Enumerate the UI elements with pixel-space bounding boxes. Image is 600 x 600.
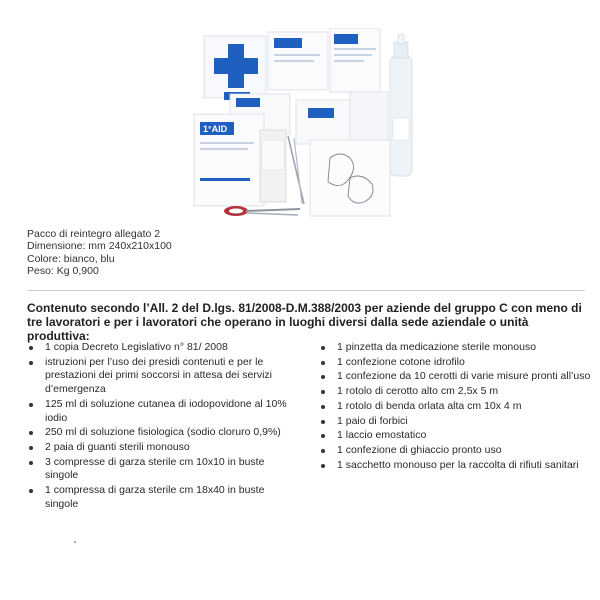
list-item: istruzioni per l’uso dei presidi contenuti e per le prestazioni dei primi soccorsi in attesa dei servizi d’emergenza bbox=[27, 356, 297, 397]
brand-label: 1°AID bbox=[203, 124, 228, 134]
contents-list-right bbox=[319, 341, 591, 473]
list-item: 1 copia Decreto Legislativo n° 81/ 2008 bbox=[27, 341, 297, 355]
product-dimensions: Dimensione: mm 240x210x100 bbox=[27, 240, 172, 253]
product-colors: Colore: bianco, blu bbox=[27, 252, 115, 265]
list-item: 1 rotolo di cerotto alto cm 2,5x 5 m bbox=[319, 385, 591, 399]
contents-list-left bbox=[27, 341, 297, 512]
list-item: 1 paio di forbici bbox=[319, 415, 591, 429]
scissors-icon bbox=[224, 206, 300, 216]
section-divider bbox=[27, 290, 585, 291]
list-item: 1 confezione cotone idrofilo bbox=[319, 356, 591, 370]
list-item: 250 ml di soluzione fisiologica (sodio cloruro 0,9%) bbox=[27, 426, 297, 440]
list-item: 1 confezione da 10 cerotti di varie misure pronti all’uso bbox=[319, 370, 591, 384]
list-item: 3 compresse di garza sterile cm 10x10 in buste singole bbox=[27, 456, 297, 483]
stray-mark bbox=[74, 541, 76, 543]
product-name: Pacco di reintegro allegato 2 bbox=[27, 228, 161, 240]
contents-heading: Contenuto secondo l’All. 2 del D.lgs. 81/2008-D.M.388/2003 per aziende del gruppo C con meno di tre lavoratori e per i lavoratori che operano in luoghi diversi dalla sede aziendale o unità produttiva: bbox=[27, 301, 582, 343]
product-specs bbox=[27, 228, 172, 277]
list-item: 1 compressa di garza sterile cm 18x40 in buste singole bbox=[27, 484, 297, 511]
list-item: 1 rotolo di benda orlata alta cm 10x 4 m bbox=[319, 400, 591, 414]
product-weight: Peso: Kg 0,900 bbox=[27, 264, 99, 277]
list-item: 1 laccio emostatico bbox=[319, 429, 591, 443]
list-item: 2 paia di guanti sterili monouso bbox=[27, 441, 297, 455]
list-item: 1 pinzetta da medicazione sterile monouso bbox=[319, 341, 591, 355]
product-image bbox=[190, 28, 420, 228]
list-item: 1 confezione di ghiaccio pronto uso bbox=[319, 444, 591, 458]
list-item: 1 sacchetto monouso per la raccolta di rifiuti sanitari bbox=[319, 459, 591, 473]
list-item: 125 ml di soluzione cutanea di iodopovidone al 10% iodio bbox=[27, 398, 297, 425]
